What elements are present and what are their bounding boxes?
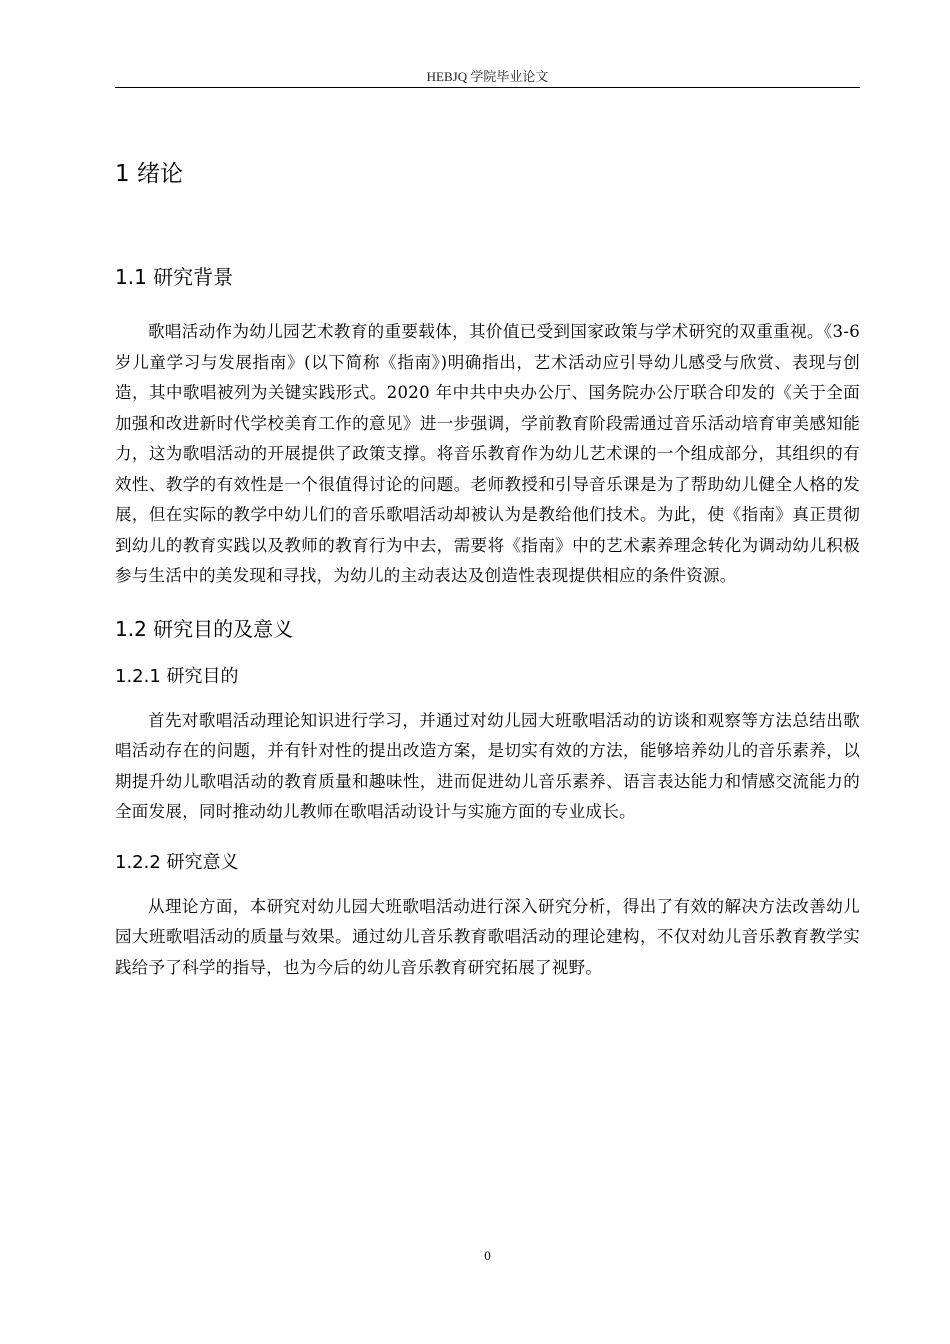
header-rule	[115, 87, 860, 88]
paragraph-research-significance: 从理论方面，本研究对幼儿园大班歌唱活动进行深入研究分析，得出了有效的解决方法改善幼儿园大班歌唱活动的质量与效果。通过幼儿音乐教育歌唱活动的理论建构，不仅对幼儿音乐教育教学实践给予了科学的指导，也为今后的幼儿音乐教育研究拓展了视野。	[115, 896, 860, 977]
subsection-title-1-2-1: 1.2.1 研究目的	[115, 665, 239, 687]
paragraph-research-purpose: 首先对歌唱活动理论知识进行学习，并通过对幼儿园大班歌唱活动的访谈和观察等方法总结出歌唱活动存在的问题，并有针对性的提出改造方案，是切实有效的方法，能够培养幼儿的音乐素养，以期提升幼儿歌唱活动的教育质量和趣味性，进而促进幼儿音乐素养、语言表达能力和情感交流能力的全面发展，同时推动幼儿教师在歌唱活动设计与实施方面的专业成长。	[115, 710, 860, 821]
page-number: 0	[484, 1248, 491, 1263]
section-title-1-2: 1.2 研究目的及意义	[115, 616, 294, 641]
subsection-title-1-2-2: 1.2.2 研究意义	[115, 851, 239, 873]
section-title-1-1: 1.1 研究背景	[115, 265, 234, 289]
page-header: HEBJQ 学院毕业论文	[426, 69, 549, 84]
page-content	[115, 150, 860, 983]
paragraph-research-background: 歌唱活动作为幼儿园艺术教育的重要载体，其价值已受到国家政策与学术研究的双重重视。《3-6 岁儿童学习与发展指南》(以下简称《指南》)明确指出，艺术活动应引导幼儿感受与欣赏、表现与创造，其中歌唱被列为关键实践形式。2020 年中共中央办公厅、国务院办公厅联合印发的《关于全面加强和改进新时代学校美育工作的意见》进一步强调，学前教育阶段需通过音乐活动培育审美感知能力，这为歌唱活动的开展提供了政策支撑。将音乐教育作为幼儿艺术课的一个组成部分，其组织的有效性、教学的有效性是一个很值得讨论的问题。老师教授和引导音乐课是为了帮助幼儿健全人格的发展，但在实际的教学中幼儿们的音乐歌唱活动却被认为是教给他们技术。为此，使《指南》真正贯彻到幼儿的教育实践以及教师的教育行为中去，需要将《指南》中的艺术素养理念转化为调动幼儿积极参与生活中的美发现和寻找，为幼儿的主动表达及创造性表现提供相应的条件资源。	[115, 322, 860, 585]
chapter-title: 1 绪论	[115, 161, 183, 187]
